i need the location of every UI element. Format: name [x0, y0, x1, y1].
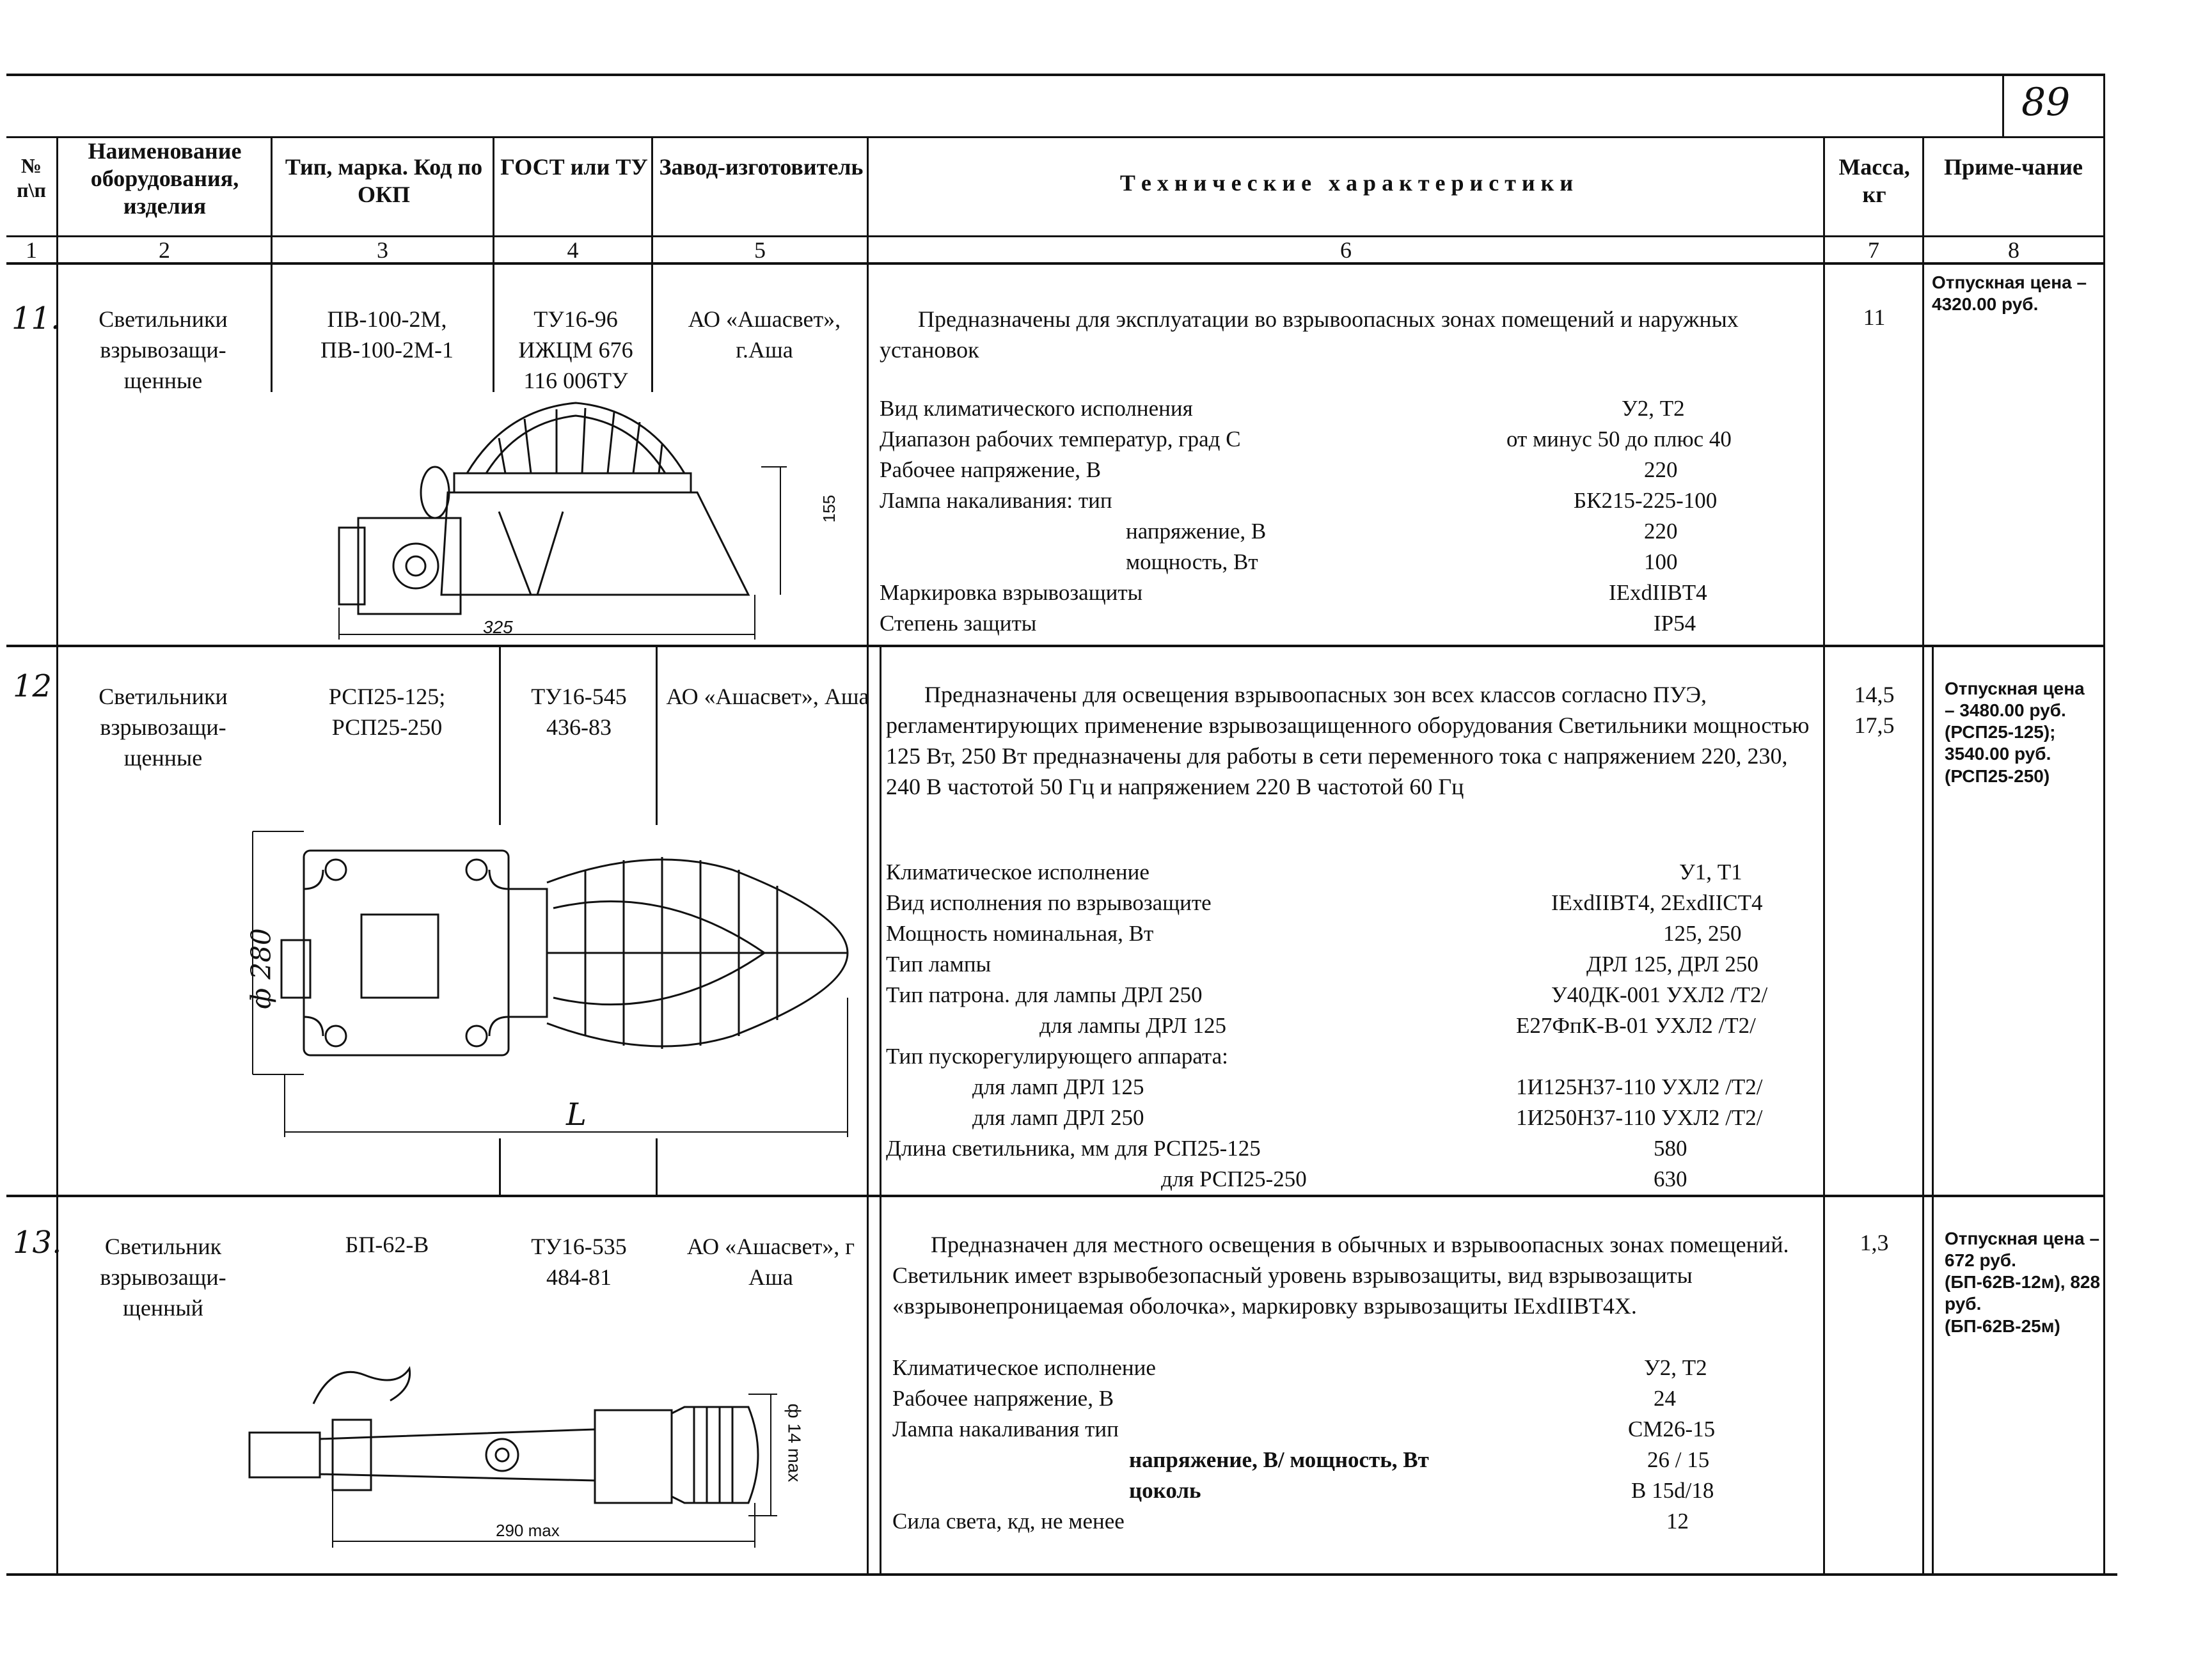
header-col-note: Приме-чание	[1943, 154, 2083, 180]
row12-lamp-drawing	[253, 831, 854, 1138]
row11-dim-width: 325	[483, 617, 513, 637]
row12-mass: 14,5 17,5	[1854, 682, 1895, 738]
row13-spec-value-0: У2, Т2	[1644, 1355, 1707, 1380]
row12-spec-value-0: У1, Т1	[1679, 860, 1742, 884]
row13-mass: 1,3	[1860, 1230, 1889, 1255]
col-line-6	[1823, 136, 1825, 1575]
row13-spec-label-2: Лампа накаливания тип	[892, 1417, 1119, 1442]
row11-spec-label-2: Рабочее напряжение, В	[880, 457, 1102, 482]
colnum-7: 7	[1868, 237, 1879, 263]
page-number-box-left	[2002, 74, 2004, 138]
row12-spec-label-5: для лампы ДРЛ 125	[1039, 1013, 1226, 1038]
row11-number: 11.	[12, 301, 61, 336]
col-line-4b	[656, 646, 658, 825]
col-line-5b	[880, 646, 881, 1575]
row13-spec-label-5: Сила света, кд, не менее	[892, 1509, 1125, 1534]
colnum-3: 3	[377, 237, 388, 263]
row11-spec-value-1: от минус 50 до плюс 40	[1506, 427, 1732, 452]
header-col-maker: Завод-изготовитель	[659, 154, 864, 180]
colnum-4: 4	[567, 237, 579, 263]
row13-spec-value-2: СМ26-15	[1628, 1417, 1716, 1442]
row11-spec-label-5: мощность, Вт	[1126, 549, 1258, 574]
row11-spec-label-0: Вид климатического исполнения	[880, 396, 1193, 421]
row13-spec-label-4: цоколь	[1129, 1478, 1201, 1503]
row12-name: Светильники взрывозащи-щенные	[99, 684, 228, 771]
row11-spec-value-6: IExdIIBT4	[1609, 580, 1707, 605]
row13-description: Предназначен для местного освещения в обычных и взрывоопасных зонах помещений. Светильник имеет взрывобезопасный уровень взрывозащиты, вид взрывозащиты «взрывонепроницаемая оболочка», маркировку взрывозащиты IExdIIBT4X.	[892, 1232, 1789, 1319]
header-col-specs: Т е х н и ч е с к и е х а р а к т е р и с т и к и	[1119, 170, 1574, 196]
row11-maker: АО «Ашасвет», г.Аша	[688, 306, 841, 363]
row12-description: Предназначены для освещения взрывоопасных зон всех классов согласно ПУЭ, регламентирующих применение взрывозащищенного оборудования Светильники мощностью 125 Вт, 250 Вт предназначены для работы в сети переменного тока с напряжением 220, 230, 240 В частотой 50 Гц и напряжением 220 В частотой 60 Гц	[886, 682, 1810, 799]
row12-spec-label-10: для РСП25-250	[1161, 1167, 1307, 1191]
colnum-5: 5	[754, 237, 766, 263]
row12-spec-value-9: 580	[1654, 1136, 1687, 1161]
row13-gost: ТУ16-535 484-81	[531, 1234, 627, 1290]
colnum-8: 8	[2008, 237, 2019, 263]
row11-spec-value-2: 220	[1644, 457, 1678, 482]
row12-spec-label-9: Длина светильника, мм для РСП25-125	[886, 1136, 1261, 1161]
row12-spec-value-2: 125, 250	[1663, 921, 1742, 946]
col-line-3c	[499, 1138, 501, 1196]
row12-spec-label-6: Тип пускорегулирующего аппарата:	[886, 1044, 1228, 1069]
row13-name: Светильник взрывозащи-щенный	[100, 1234, 226, 1321]
row13-spec-label-0: Климатическое исполнение	[892, 1355, 1156, 1380]
row13-spec-value-5: 12	[1666, 1509, 1689, 1534]
row12-specs	[886, 857, 1820, 1196]
colnum-1: 1	[26, 237, 37, 263]
row12-dim-length: L	[566, 1097, 587, 1133]
row12-number: 12	[13, 668, 52, 704]
colnum-6: 6	[1340, 237, 1352, 263]
row11-spec-label-7: Степень защиты	[880, 611, 1037, 636]
row12-spec-label-3: Тип лампы	[886, 952, 991, 977]
row12-spec-value-8: 1И250Н37-110 УХЛ2 /Т2/	[1516, 1105, 1763, 1130]
col-line-7b	[1932, 646, 1934, 1575]
colnum-2: 2	[159, 237, 170, 263]
header-col-gost: ГОСТ или ТУ	[500, 154, 648, 180]
row11-gost: ТУ16-96 ИЖЦМ 676 116 006ТУ	[518, 306, 633, 393]
row11-mass: 11	[1863, 304, 1886, 330]
col-line-1b	[56, 646, 58, 1575]
row11-spec-value-3: БК215-225-100	[1574, 488, 1718, 513]
col-line-7	[1922, 136, 1924, 1575]
row13-spec-label-3: напряжение, В/ мощность, Вт	[1129, 1447, 1429, 1472]
row12-spec-label-0: Климатическое исполнение	[886, 860, 1149, 884]
row12-spec-value-3: ДРЛ 125, ДРЛ 250	[1586, 952, 1758, 977]
col-line-3b	[499, 646, 501, 825]
row13-type: БП-62-В	[345, 1232, 429, 1257]
row13-spec-value-3: 26 / 15	[1647, 1447, 1710, 1472]
row11-description: Предназначены для эксплуатации во взрывоопасных зонах помещений и наружных установок	[880, 306, 1739, 363]
header-col-type: Тип, марка. Код по ОКП	[285, 154, 483, 208]
row12-spec-label-4: Тип патрона. для лампы ДРЛ 250	[886, 982, 1203, 1007]
row11-spec-label-3: Лампа накаливания: тип	[880, 488, 1112, 513]
header-top-line	[6, 136, 2105, 138]
row11-spec-value-0: У2, Т2	[1622, 396, 1685, 421]
row11-note: Отпускная цена – 4320.00 руб.	[1932, 272, 2087, 315]
row11-dim-height: 155	[819, 494, 839, 523]
row11-specs	[880, 393, 1820, 643]
row11-name: Светильники взрывозащи-щенные	[99, 306, 228, 393]
row12-spec-label-1: Вид исполнения по взрывозащите	[886, 890, 1212, 915]
page-number: 89	[2021, 80, 2071, 125]
header-col-number: № п\п	[17, 154, 46, 202]
row11-spec-label-4: напряжение, В	[1126, 519, 1267, 544]
row13-maker: АО «Ашасвет», г Аша	[686, 1234, 855, 1290]
row11-spec-value-5: 100	[1644, 549, 1678, 574]
table-top-border	[6, 74, 2105, 76]
row12-type: РСП25-125; РСП25-250	[328, 684, 446, 740]
col-line-8	[2103, 136, 2105, 1575]
row13-note: Отпускная цена – 672 руб. (БП-62В-12м), 828 руб. (БП-62В-25м)	[1945, 1229, 2101, 1336]
row12-note: Отпускная цена – 3480.00 руб. (РСП25-125); 3540.00 руб. (РСП25-250)	[1945, 679, 2085, 786]
col-line-5	[867, 136, 869, 1575]
col-line-4c	[656, 1138, 658, 1196]
row11-spec-value-4: 220	[1644, 519, 1678, 544]
row11-spec-label-1: Диапазон рабочих температур, град С	[880, 427, 1241, 452]
row12-spec-value-1: IExdIIBT4, 2ExdIICT4	[1551, 890, 1763, 915]
row12-spec-label-2: Мощность номинальная, Вт	[886, 921, 1154, 946]
row12-spec-value-10: 630	[1654, 1167, 1687, 1191]
row13-spec-value-1: 24	[1654, 1386, 1676, 1411]
row11-type: ПВ-100-2М, ПВ-100-2М-1	[320, 306, 454, 363]
row12-spec-value-5: Е27ФпК-В-01 УХЛ2 /Т2/	[1516, 1013, 1756, 1038]
row13-dim-diameter: ф 14 max	[784, 1403, 805, 1482]
table-bottom-line	[6, 1573, 2117, 1576]
row12-spec-value-7: 1И125Н37-110 УХЛ2 /Т2/	[1516, 1074, 1763, 1099]
row12-gost: ТУ16-545 436-83	[531, 684, 627, 740]
row13-spec-value-4: В 15d/18	[1631, 1478, 1714, 1503]
row12-dim-diameter: ф 280	[245, 928, 277, 1009]
row11-lamp-drawing	[339, 384, 864, 646]
header-col-name: Наименование оборудования, изделия	[88, 138, 242, 219]
row12-spec-value-4: У40ДК-001 УХЛ2 /Т2/	[1551, 982, 1768, 1007]
header-col-mass: Масса, кг	[1838, 154, 1910, 208]
page-number-box-right	[2103, 74, 2105, 138]
row13-number: 13.	[13, 1225, 62, 1261]
row12-spec-label-8: для ламп ДРЛ 250	[972, 1105, 1144, 1130]
row13-dim-length: 290 max	[496, 1521, 560, 1540]
row13-specs	[892, 1353, 1820, 1570]
row11-bottom-line	[6, 645, 2105, 647]
row11-spec-label-6: Маркировка взрывозащиты	[880, 580, 1143, 605]
row11-spec-value-7: IP54	[1654, 611, 1696, 636]
row12-spec-label-7: для ламп ДРЛ 125	[972, 1074, 1144, 1099]
row12-maker: АО «Ашасвет», Аша	[666, 684, 869, 709]
row13-spec-label-1: Рабочее напряжение, В	[892, 1386, 1114, 1411]
